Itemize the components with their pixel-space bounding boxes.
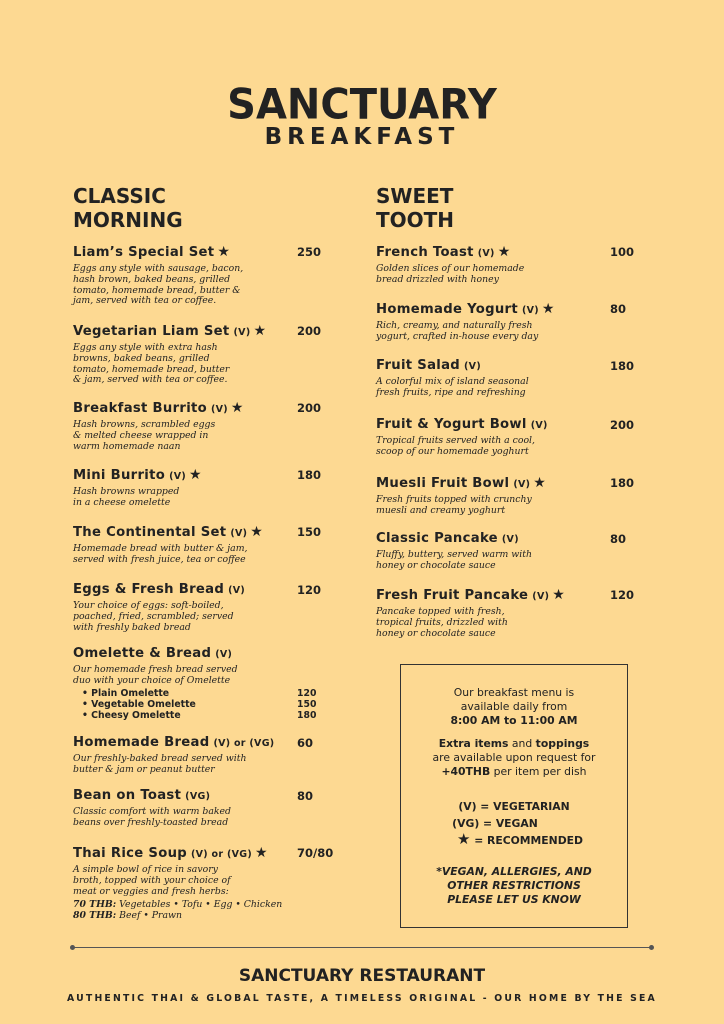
description-line: Hash browns, scrambled eggs bbox=[73, 419, 216, 430]
description-line: Our homemade fresh bread served bbox=[73, 664, 238, 675]
diet-tag: (V) bbox=[169, 471, 187, 482]
description-line: Tropical fruits served with a cool, bbox=[376, 435, 535, 446]
item-name-text: Muesli Fruit Bowl bbox=[376, 476, 510, 491]
description-line: Rich, creamy, and naturally fresh bbox=[376, 320, 533, 331]
omelette-price: 150 bbox=[297, 699, 317, 710]
item-price: 80 bbox=[610, 532, 627, 546]
description-line: Fresh fruits topped with crunchy bbox=[376, 494, 532, 505]
menu-item bbox=[73, 582, 288, 633]
extras-line-3: +40THB per item per dish bbox=[441, 765, 587, 778]
description-line: jam, served with tea or coffee. bbox=[73, 295, 217, 307]
diet-tag: (V) bbox=[215, 649, 233, 660]
item-description bbox=[73, 601, 288, 633]
description-line: warm homemade naan bbox=[73, 440, 181, 452]
description-line: Pancake topped with fresh, bbox=[376, 606, 505, 617]
star-icon: ★ bbox=[253, 323, 267, 339]
star-icon: ★ bbox=[250, 524, 264, 540]
description-line: Hash browns wrapped bbox=[73, 486, 180, 497]
description-line: tomato, homemade bread, butter & bbox=[73, 284, 241, 296]
menu-item bbox=[73, 646, 288, 687]
legend-vegan: (VG) = VEGAN bbox=[452, 817, 538, 830]
description-line: with freshly baked bread bbox=[73, 621, 191, 633]
info-box bbox=[400, 664, 628, 928]
diet-tag: (V) bbox=[477, 248, 495, 259]
menu-item bbox=[376, 244, 601, 286]
description-line: & melted cheese wrapped in bbox=[73, 429, 209, 441]
description-line: browns, baked beans, grilled bbox=[73, 352, 210, 364]
item-description bbox=[73, 807, 288, 829]
menu-item-name bbox=[73, 646, 288, 661]
description-line: Homemade bread with butter & jam, bbox=[73, 543, 248, 554]
description-line: honey or chocolate sauce bbox=[376, 559, 496, 571]
menu-item-name bbox=[376, 475, 601, 491]
description-line: in a cheese omelette bbox=[73, 496, 171, 508]
menu-item-name bbox=[73, 735, 288, 750]
menu-item bbox=[73, 400, 288, 452]
hours-time: 8:00 AM to 11:00 AM bbox=[450, 714, 578, 727]
item-description bbox=[376, 264, 601, 286]
item-price: 180 bbox=[610, 476, 635, 490]
item-name-text: Bean on Toast bbox=[73, 788, 182, 803]
item-price: 200 bbox=[297, 324, 322, 338]
item-description bbox=[73, 544, 288, 566]
menu-subtitle: BREAKFAST bbox=[264, 124, 460, 150]
description-line: Fluffy, buttery, served warm with bbox=[376, 549, 532, 560]
item-description bbox=[73, 754, 288, 776]
menu-item-name bbox=[376, 358, 601, 373]
diet-tag: (V) or (VG) bbox=[213, 738, 275, 749]
menu-item bbox=[73, 845, 288, 897]
omelette-option: • Plain Omelette bbox=[82, 688, 170, 699]
star-icon: ★ bbox=[217, 244, 231, 260]
menu-item bbox=[376, 587, 601, 639]
description-line: Our freshly-baked bread served with bbox=[73, 753, 247, 764]
diet-tag: (V) bbox=[530, 420, 548, 431]
diet-tag: (V) bbox=[521, 305, 539, 316]
footer-tagline: AUTHENTIC THAI & GLOBAL TASTE, A TIMELESS ORIGINAL - OUR HOME BY THE SEA bbox=[67, 993, 657, 1004]
item-name-text: French Toast bbox=[376, 245, 474, 260]
description-line: tropical fruits, drizzled with bbox=[376, 616, 508, 628]
description-line: Your choice of eggs: soft-boiled, bbox=[73, 600, 224, 611]
item-description bbox=[376, 436, 601, 458]
star-icon: ★ bbox=[533, 475, 547, 491]
soup-option-price: 70 THB: bbox=[73, 899, 117, 910]
item-description bbox=[376, 495, 601, 517]
description-line: meat or veggies and fresh herbs: bbox=[73, 885, 229, 897]
item-price: 60 bbox=[297, 736, 314, 750]
item-price: 70/80 bbox=[297, 846, 334, 860]
star-icon: ★ bbox=[456, 830, 471, 848]
item-description bbox=[73, 865, 288, 897]
omelette-price: 180 bbox=[297, 710, 317, 721]
menu-item-name bbox=[376, 301, 601, 317]
diet-tag: (V) bbox=[210, 404, 228, 415]
star-icon: ★ bbox=[497, 244, 511, 260]
item-name-text: Eggs & Fresh Bread bbox=[73, 582, 225, 597]
menu-item bbox=[73, 244, 288, 307]
item-name-text: Fruit Salad bbox=[376, 358, 461, 373]
description-line: tomato, homemade bread, butter bbox=[73, 363, 230, 375]
diet-tag: (V) bbox=[230, 528, 248, 539]
item-price: 80 bbox=[610, 302, 627, 316]
description-line: Eggs any style with sausage, bacon, bbox=[73, 263, 244, 274]
item-name-text: Classic Pancake bbox=[376, 531, 498, 546]
description-line: broth, topped with your choice of bbox=[73, 874, 231, 886]
description-line: muesli and creamy yoghurt bbox=[376, 504, 506, 516]
description-line: beans over freshly-toasted bread bbox=[73, 816, 229, 828]
menu-item-name bbox=[73, 524, 288, 540]
star-icon: ★ bbox=[255, 845, 268, 861]
item-price: 100 bbox=[610, 245, 635, 259]
star-icon: ★ bbox=[541, 301, 555, 317]
menu-item-name bbox=[376, 531, 601, 546]
item-description bbox=[376, 377, 601, 399]
description-line: Eggs any style with extra hash bbox=[73, 342, 218, 353]
description-line: served with fresh juice, tea or coffee bbox=[73, 553, 246, 565]
extras-line-2: are available upon request for bbox=[432, 751, 596, 764]
menu-item-name bbox=[73, 244, 288, 260]
menu-item bbox=[376, 531, 601, 572]
soup-option-price: 80 THB: bbox=[73, 910, 117, 921]
diet-tag: (V) bbox=[228, 585, 246, 596]
item-name-text: The Continental Set bbox=[73, 525, 227, 540]
star-icon: ★ bbox=[552, 587, 566, 603]
diet-tag: (V) bbox=[233, 327, 251, 338]
soup-option-list: Beef • Prawn bbox=[116, 910, 182, 921]
item-description bbox=[376, 550, 601, 572]
item-price: 120 bbox=[297, 583, 322, 597]
item-description bbox=[73, 420, 288, 452]
description-line: scoop of our homemade yoghurt bbox=[376, 445, 529, 457]
description-line: hash brown, baked beans, grilled bbox=[73, 273, 231, 285]
diet-tag: (V) bbox=[464, 361, 481, 372]
description-line: butter & jam or peanut butter bbox=[73, 763, 215, 775]
note-line-3: PLEASE LET US KNOW bbox=[447, 893, 581, 906]
diet-tag: (V) bbox=[501, 534, 519, 545]
description-line: honey or chocolate sauce bbox=[376, 627, 496, 639]
star-icon: ★ bbox=[230, 400, 244, 416]
item-name-text: Breakfast Burrito bbox=[73, 401, 207, 416]
classic-morning-heading: CLASSIC MORNING bbox=[73, 184, 183, 232]
menu-item-name bbox=[73, 400, 288, 416]
item-name-text: Homemade Yogurt bbox=[376, 302, 518, 317]
hours-line-2: available daily from bbox=[460, 700, 568, 713]
item-price: 200 bbox=[297, 401, 322, 415]
item-name-text: Homemade Bread bbox=[73, 735, 210, 750]
item-description bbox=[73, 343, 288, 386]
description-line: Classic comfort with warm baked bbox=[73, 806, 232, 817]
menu-item bbox=[376, 417, 601, 458]
menu-item bbox=[73, 323, 288, 386]
description-line: bread drizzled with honey bbox=[376, 273, 499, 285]
diet-tag: (V) or (VG) bbox=[191, 849, 253, 860]
item-name-text: Omelette & Bread bbox=[73, 646, 212, 661]
menu-item bbox=[73, 735, 288, 776]
description-line: duo with your choice of Omelette bbox=[73, 674, 231, 686]
item-price: 180 bbox=[297, 468, 322, 482]
item-price: 120 bbox=[610, 588, 635, 602]
item-description bbox=[376, 321, 601, 343]
description-line: A colorful mix of island seasonal bbox=[376, 376, 529, 387]
diet-tag: (V) bbox=[513, 479, 531, 490]
menu-item-name bbox=[376, 417, 601, 432]
extras-line-1: Extra items and toppings bbox=[438, 737, 590, 750]
note-line-1: *VEGAN, ALLERGIES, AND bbox=[436, 865, 592, 878]
menu-item-name bbox=[73, 582, 288, 597]
description-line: Golden slices of our homemade bbox=[376, 263, 525, 274]
menu-item bbox=[73, 524, 288, 566]
footer-divider bbox=[72, 947, 652, 948]
description-line: A simple bowl of rice in savory bbox=[73, 864, 218, 875]
item-price: 80 bbox=[297, 789, 314, 803]
diet-tag: (VG) bbox=[185, 791, 211, 802]
legend-vegetarian: (V) = VEGETARIAN bbox=[458, 800, 570, 813]
omelette-option: • Cheesy Omelette bbox=[82, 710, 181, 721]
item-name-text: Fresh Fruit Pancake bbox=[376, 588, 529, 603]
item-name-text: Thai Rice Soup bbox=[73, 846, 188, 861]
item-price: 250 bbox=[297, 245, 322, 259]
item-price: 200 bbox=[610, 418, 635, 432]
menu-item-name bbox=[73, 845, 288, 861]
description-line: & jam, served with tea or coffee. bbox=[73, 374, 228, 386]
menu-item bbox=[73, 788, 288, 829]
sweet-tooth-heading: SWEET TOOTH bbox=[376, 184, 455, 232]
description-line: yogurt, crafted in-house every day bbox=[376, 330, 539, 342]
menu-item-name bbox=[376, 244, 601, 260]
footer-restaurant-name: SANCTUARY RESTAURANT bbox=[238, 966, 486, 986]
diet-tag: (V) bbox=[532, 591, 550, 602]
menu-item bbox=[376, 475, 601, 517]
item-description bbox=[73, 665, 288, 687]
legend-recommended: ★ = RECOMMENDED bbox=[456, 830, 583, 848]
item-price: 150 bbox=[297, 525, 322, 539]
menu-item-name bbox=[73, 323, 288, 339]
soup-option bbox=[73, 911, 182, 922]
item-price: 180 bbox=[610, 359, 635, 373]
item-name-text: Vegetarian Liam Set bbox=[73, 324, 230, 339]
omelette-price: 120 bbox=[297, 688, 317, 699]
hours-line-1: Our breakfast menu is bbox=[453, 686, 575, 699]
soup-option-list: Vegetables • Tofu • Egg • Chicken bbox=[116, 899, 283, 910]
menu-item bbox=[376, 301, 601, 343]
menu-item-name bbox=[73, 788, 288, 803]
item-description bbox=[73, 264, 288, 307]
note-line-2: OTHER RESTRICTIONS bbox=[447, 879, 581, 892]
menu-item-name bbox=[73, 467, 288, 483]
item-description bbox=[376, 607, 601, 639]
omelette-option: • Vegetable Omelette bbox=[82, 699, 196, 710]
restaurant-title: SANCTUARY bbox=[227, 80, 497, 130]
menu-item-name bbox=[376, 587, 601, 603]
menu-item bbox=[73, 467, 288, 509]
item-description bbox=[73, 487, 288, 509]
description-line: poached, fried, scrambled; served bbox=[73, 610, 234, 622]
star-icon: ★ bbox=[189, 467, 202, 483]
menu-item bbox=[376, 358, 601, 399]
item-name-text: Mini Burrito bbox=[73, 468, 166, 483]
item-name-text: Fruit & Yogurt Bowl bbox=[376, 417, 527, 432]
item-name-text: Liam’s Special Set bbox=[73, 245, 215, 260]
description-line: fresh fruits, ripe and refreshing bbox=[376, 386, 526, 398]
